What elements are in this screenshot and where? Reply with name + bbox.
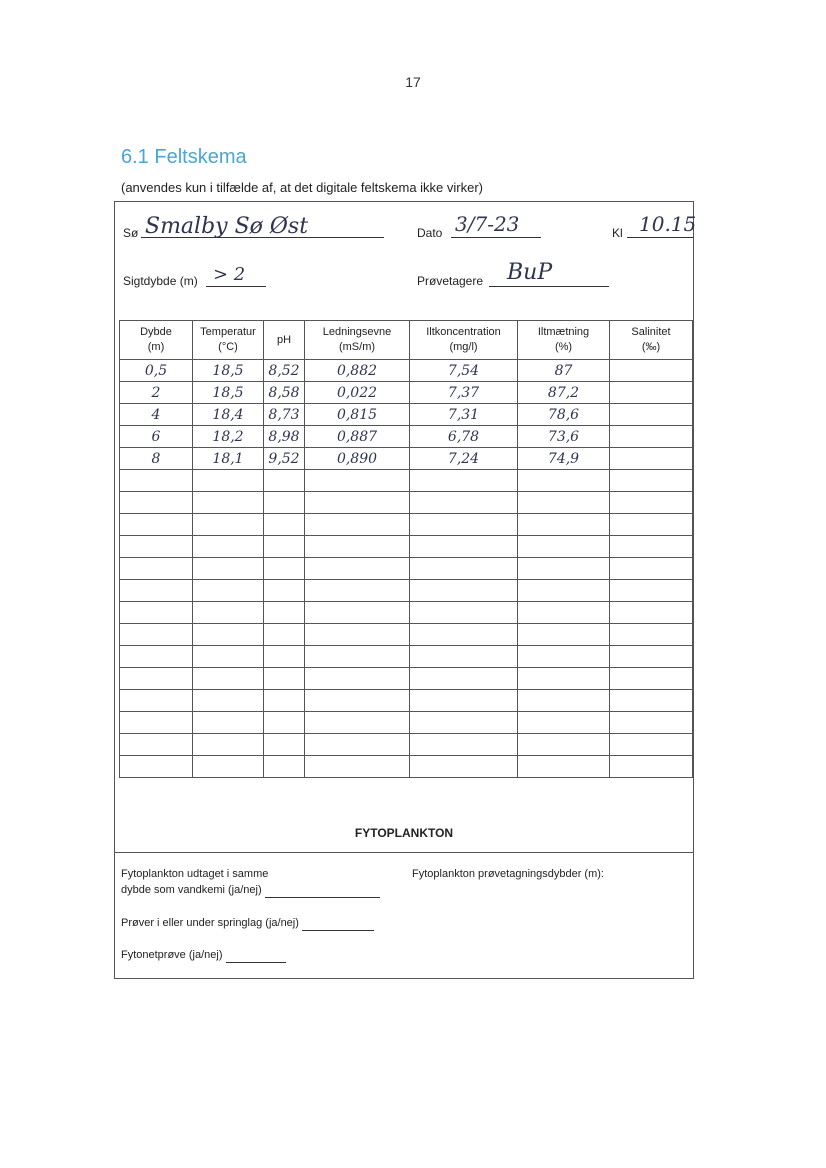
cell-ledningsevne[interactable]	[305, 558, 410, 580]
cell-ledningsevne[interactable]	[305, 536, 410, 558]
cell-temperatur[interactable]	[193, 514, 264, 536]
cell-temperatur[interactable]	[193, 690, 264, 712]
fyto-q4	[121, 947, 286, 963]
cell-iltkoncentration[interactable]: 7,31	[410, 404, 518, 426]
fyto-q3	[121, 915, 374, 931]
cell-iltmaetning[interactable]	[518, 470, 610, 492]
cell-dybde[interactable]	[120, 668, 193, 690]
cell-salinitet[interactable]	[610, 602, 693, 624]
cell-iltmaetning[interactable]: 74,9	[518, 448, 610, 470]
cell-iltmaetning[interactable]: 87,2	[518, 382, 610, 404]
cell-temperatur[interactable]	[193, 470, 264, 492]
cell-dybde[interactable]	[120, 492, 193, 514]
cell-salinitet[interactable]	[610, 690, 693, 712]
header-ledningsevne: Ledningsevne (mS/m)	[305, 321, 410, 360]
cell-iltmaetning[interactable]: 73,6	[518, 426, 610, 448]
cell-iltmaetning[interactable]	[518, 536, 610, 558]
cell-salinitet[interactable]	[610, 734, 693, 756]
cell-salinitet[interactable]	[610, 404, 693, 426]
dato-label: Dato	[417, 226, 443, 240]
cell-ph[interactable]	[264, 514, 305, 536]
cell-salinitet[interactable]	[610, 756, 693, 778]
kl-value[interactable]: 10.15	[639, 212, 697, 236]
fyto-q1-line1: Fytoplankton udtaget i samme	[121, 868, 269, 880]
cell-ph[interactable]: 8,52	[264, 360, 305, 382]
cell-ledningsevne[interactable]	[305, 602, 410, 624]
cell-iltmaetning[interactable]	[518, 492, 610, 514]
so-value[interactable]: Smalby Sø Øst	[145, 214, 309, 239]
cell-iltkoncentration[interactable]	[410, 690, 518, 712]
fyto-q2: Fytoplankton prøvetagningsdybder (m):	[412, 868, 604, 880]
cell-iltkoncentration[interactable]	[410, 624, 518, 646]
cell-dybde[interactable]	[120, 734, 193, 756]
cell-temperatur[interactable]	[193, 734, 264, 756]
table-row-empty	[120, 536, 693, 558]
cell-ledningsevne[interactable]: 0,815	[305, 404, 410, 426]
dato-value[interactable]: 3/7-23	[455, 212, 520, 236]
table-header-row	[120, 321, 693, 360]
cell-iltmaetning[interactable]	[518, 624, 610, 646]
cell-dybde[interactable]: 6	[120, 426, 193, 448]
cell-dybde[interactable]	[120, 624, 193, 646]
section-subtitle: (anvendes kun i tilfælde af, at det digitale feltskema ikke virker)	[121, 180, 484, 195]
sigtdybde-value[interactable]: > 2	[213, 264, 246, 285]
cell-iltkoncentration[interactable]	[410, 756, 518, 778]
cell-iltmaetning[interactable]	[518, 514, 610, 536]
cell-salinitet[interactable]	[610, 712, 693, 734]
cell-dybde[interactable]	[120, 536, 193, 558]
table-row-empty	[120, 668, 693, 690]
cell-dybde[interactable]	[120, 514, 193, 536]
table-row-empty	[120, 756, 693, 778]
header-salinitet: Salinitet (‰)	[610, 321, 693, 360]
dato-field-line	[451, 237, 541, 238]
cell-salinitet[interactable]	[610, 580, 693, 602]
cell-temperatur[interactable]: 18,4	[193, 404, 264, 426]
provetagere-value[interactable]: BuP	[507, 260, 553, 285]
cell-salinitet[interactable]	[610, 624, 693, 646]
table-row-empty	[120, 470, 693, 492]
cell-iltmaetning[interactable]	[518, 580, 610, 602]
cell-ledningsevne[interactable]: 0,890	[305, 448, 410, 470]
cell-temperatur[interactable]: 18,5	[193, 360, 264, 382]
cell-iltkoncentration[interactable]	[410, 536, 518, 558]
cell-temperatur[interactable]	[193, 624, 264, 646]
fytoplankton-heading: FYTOPLANKTON	[354, 826, 454, 840]
cell-iltkoncentration[interactable]: 7,37	[410, 382, 518, 404]
table-row	[120, 448, 693, 470]
cell-iltmaetning[interactable]	[518, 712, 610, 734]
cell-ph[interactable]	[264, 580, 305, 602]
table-row-empty	[120, 580, 693, 602]
cell-salinitet[interactable]	[610, 558, 693, 580]
provetagere-field-line	[489, 286, 609, 287]
table-row-empty	[120, 602, 693, 624]
cell-ph[interactable]: 8,58	[264, 382, 305, 404]
fyto-q3-label: Prøver i eller under springlag (ja/nej)	[121, 917, 299, 929]
cell-iltmaetning[interactable]	[518, 558, 610, 580]
fyto-q4-label: Fytonetprøve (ja/nej)	[121, 949, 223, 961]
cell-salinitet[interactable]	[610, 382, 693, 404]
fyto-q1	[121, 866, 380, 898]
table-row-empty	[120, 558, 693, 580]
cell-temperatur[interactable]: 18,5	[193, 382, 264, 404]
cell-ph[interactable]: 8,98	[264, 426, 305, 448]
table-row	[120, 360, 693, 382]
cell-ph[interactable]	[264, 470, 305, 492]
table-row	[120, 382, 693, 404]
cell-dybde[interactable]: 8	[120, 448, 193, 470]
sigtdybde-field-line	[206, 286, 266, 287]
cell-iltkoncentration[interactable]	[410, 646, 518, 668]
table-row-empty	[120, 734, 693, 756]
table-row	[120, 404, 693, 426]
kl-label: Kl	[612, 226, 623, 240]
cell-dybde[interactable]	[120, 558, 193, 580]
section-heading: 6.1 Feltskema	[121, 146, 247, 168]
cell-iltmaetning[interactable]: 78,6	[518, 404, 610, 426]
table-row-empty	[120, 624, 693, 646]
cell-iltkoncentration[interactable]	[410, 558, 518, 580]
cell-ph[interactable]	[264, 492, 305, 514]
cell-temperatur[interactable]	[193, 580, 264, 602]
table-row	[120, 426, 693, 448]
cell-temperatur[interactable]	[193, 492, 264, 514]
cell-temperatur[interactable]	[193, 756, 264, 778]
cell-temperatur[interactable]	[193, 646, 264, 668]
cell-ledningsevne[interactable]	[305, 580, 410, 602]
cell-ph[interactable]	[264, 690, 305, 712]
cell-ledningsevne[interactable]	[305, 734, 410, 756]
header-ph: pH	[264, 321, 305, 360]
cell-ph[interactable]	[264, 646, 305, 668]
cell-temperatur[interactable]	[193, 536, 264, 558]
cell-ledningsevne[interactable]	[305, 624, 410, 646]
provetagere-label: Prøvetagere	[417, 274, 484, 288]
cell-ph[interactable]	[264, 624, 305, 646]
cell-iltkoncentration[interactable]: 7,24	[410, 448, 518, 470]
cell-dybde[interactable]	[120, 580, 193, 602]
table-row-empty	[120, 492, 693, 514]
cell-ledningsevne[interactable]	[305, 712, 410, 734]
cell-iltmaetning[interactable]	[518, 690, 610, 712]
cell-iltkoncentration[interactable]	[410, 514, 518, 536]
cell-iltmaetning[interactable]: 87	[518, 360, 610, 382]
table-row-empty	[120, 646, 693, 668]
cell-dybde[interactable]: 4	[120, 404, 193, 426]
cell-salinitet[interactable]	[610, 360, 693, 382]
cell-temperatur[interactable]: 18,1	[193, 448, 264, 470]
cell-dybde[interactable]: 2	[120, 382, 193, 404]
cell-ledningsevne[interactable]	[305, 668, 410, 690]
cell-iltmaetning[interactable]	[518, 756, 610, 778]
field-form	[114, 201, 697, 979]
header-temperatur: Temperatur (°C)	[193, 321, 264, 360]
cell-ph[interactable]: 8,73	[264, 404, 305, 426]
cell-iltkoncentration[interactable]	[410, 602, 518, 624]
cell-ledningsevne[interactable]	[305, 492, 410, 514]
fyto-q1-line2: dybde som vandkemi (ja/nej)	[121, 884, 262, 896]
cell-dybde[interactable]	[120, 756, 193, 778]
cell-ph[interactable]	[264, 668, 305, 690]
cell-dybde[interactable]	[120, 646, 193, 668]
cell-temperatur[interactable]: 18,2	[193, 426, 264, 448]
cell-iltkoncentration[interactable]	[410, 580, 518, 602]
cell-temperatur[interactable]	[193, 602, 264, 624]
cell-iltkoncentration[interactable]	[410, 668, 518, 690]
cell-iltmaetning[interactable]	[518, 602, 610, 624]
page-number: 17	[405, 74, 421, 90]
cell-ledningsevne[interactable]: 0,887	[305, 426, 410, 448]
cell-ph[interactable]	[264, 734, 305, 756]
cell-iltkoncentration[interactable]	[410, 734, 518, 756]
cell-iltkoncentration[interactable]	[410, 712, 518, 734]
cell-ledningsevne[interactable]	[305, 690, 410, 712]
kl-field-line	[627, 237, 693, 238]
cell-ph[interactable]	[264, 558, 305, 580]
cell-salinitet[interactable]	[610, 514, 693, 536]
cell-ledningsevne[interactable]	[305, 470, 410, 492]
measurement-table	[119, 320, 693, 778]
cell-iltmaetning[interactable]	[518, 734, 610, 756]
cell-iltmaetning[interactable]	[518, 668, 610, 690]
cell-ph[interactable]	[264, 712, 305, 734]
cell-salinitet[interactable]	[610, 470, 693, 492]
cell-dybde[interactable]	[120, 602, 193, 624]
so-label: Sø	[123, 226, 139, 240]
cell-ledningsevne[interactable]	[305, 514, 410, 536]
cell-ph[interactable]	[264, 602, 305, 624]
cell-salinitet[interactable]	[610, 448, 693, 470]
header-dybde: Dybde (m)	[120, 321, 193, 360]
cell-ph[interactable]: 9,52	[264, 448, 305, 470]
fyto-q4-field[interactable]	[226, 962, 286, 963]
cell-salinitet[interactable]	[610, 668, 693, 690]
cell-temperatur[interactable]	[193, 712, 264, 734]
cell-ledningsevne[interactable]	[305, 756, 410, 778]
cell-temperatur[interactable]	[193, 558, 264, 580]
cell-dybde[interactable]	[120, 470, 193, 492]
header-iltmaetning: Iltmætning (%)	[518, 321, 610, 360]
table-row-empty	[120, 712, 693, 734]
cell-salinitet[interactable]	[610, 536, 693, 558]
cell-ph[interactable]	[264, 536, 305, 558]
cell-iltmaetning[interactable]	[518, 646, 610, 668]
sigtdybde-label: Sigtdybde (m)	[123, 274, 198, 288]
cell-dybde[interactable]: 0,5	[120, 360, 193, 382]
cell-salinitet[interactable]	[610, 492, 693, 514]
table-row-empty	[120, 514, 693, 536]
cell-iltkoncentration[interactable]: 6,78	[410, 426, 518, 448]
cell-iltkoncentration[interactable]: 7,54	[410, 360, 518, 382]
cell-ph[interactable]	[264, 756, 305, 778]
cell-dybde[interactable]	[120, 712, 193, 734]
header-iltkoncentration: Iltkoncentration (mg/l)	[410, 321, 518, 360]
fyto-q3-field[interactable]	[302, 930, 374, 931]
fytoplankton-divider	[115, 852, 693, 853]
cell-salinitet[interactable]	[610, 646, 693, 668]
cell-ledningsevne[interactable]	[305, 646, 410, 668]
table-row-empty	[120, 690, 693, 712]
cell-ledningsevne[interactable]: 0,022	[305, 382, 410, 404]
table-body	[120, 360, 693, 778]
cell-dybde[interactable]	[120, 690, 193, 712]
fyto-q1-field[interactable]	[265, 897, 380, 898]
cell-iltkoncentration[interactable]	[410, 470, 518, 492]
cell-salinitet[interactable]	[610, 426, 693, 448]
cell-iltkoncentration[interactable]	[410, 492, 518, 514]
cell-ledningsevne[interactable]: 0,882	[305, 360, 410, 382]
cell-temperatur[interactable]	[193, 668, 264, 690]
